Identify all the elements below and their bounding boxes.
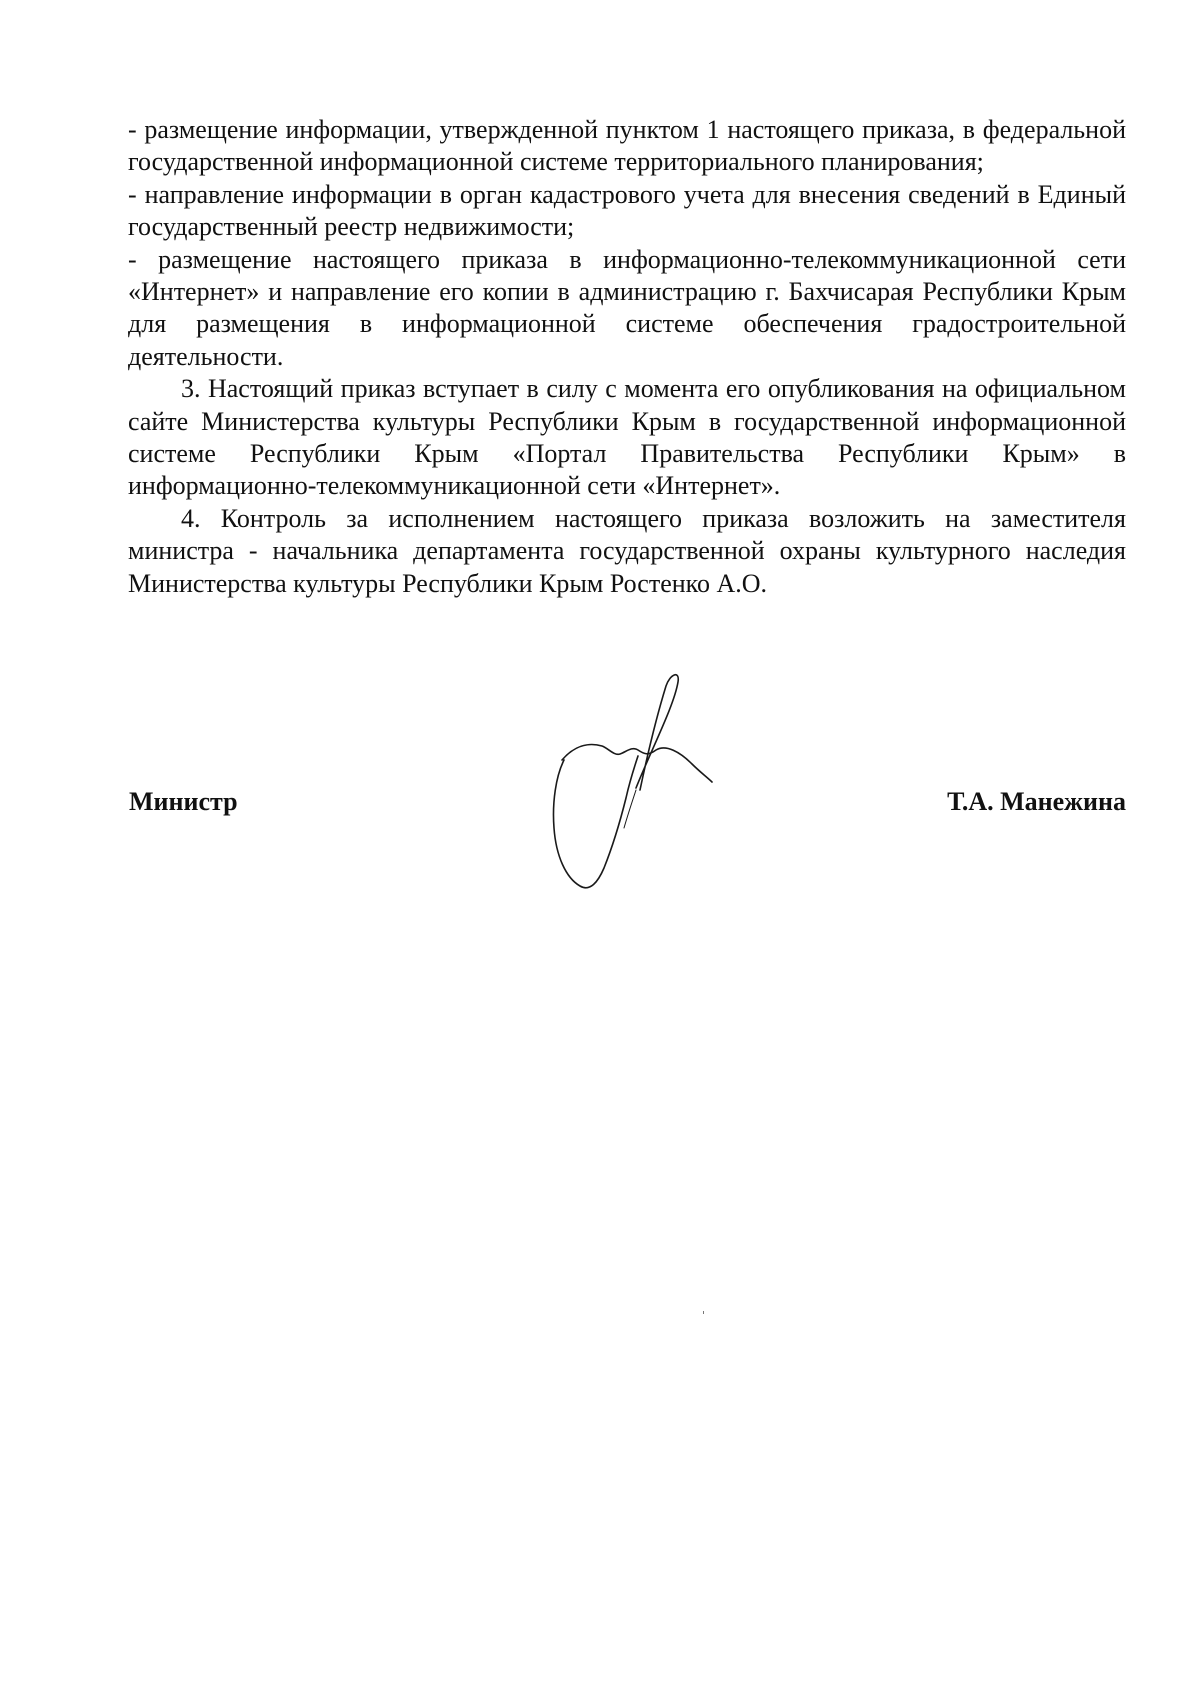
handwritten-signature [548,672,728,912]
signatory-name: Т.А. Манежина [947,787,1126,816]
signatory-position: Министр [129,787,238,816]
paragraph-clause-4: 4. Контроль за исполнением настоящего приказа возложить на заместителя министра - начальника департамента государственной охраны культурного наследия Министерства культуры Республики Крым Ростенко А.О. [128,503,1126,598]
document-body [128,114,1126,600]
scan-speck [703,1311,704,1314]
paragraph-internet: - размещение настоящего приказа в информационно-телекоммуникационной сети «Интернет» и направление его копии в администрацию г. Бахчисарая Республики Крым для размещения в информационной системе обеспечения градостроительной деятельности. [128,244,1126,371]
paragraph-publish-fgis: - размещение информации, утвержденной пунктом 1 настоящего приказа, в федеральной государственной информационной системе территориального планирования; [128,115,1126,177]
paragraph-cadastral: - направление информации в орган кадастрового учета для внесения сведений в Единый государственный реестр недвижимости; [128,179,1126,242]
paragraph-clause-3: 3. Настоящий приказ вступает в силу с момента его опубликования на официальном сайте Министерства культуры Республики Крым в государственной информационной системе Республики Крым «Портал Правительства Республики Крым» в информационно-телекоммуникационной сети «Интернет». [128,374,1126,501]
